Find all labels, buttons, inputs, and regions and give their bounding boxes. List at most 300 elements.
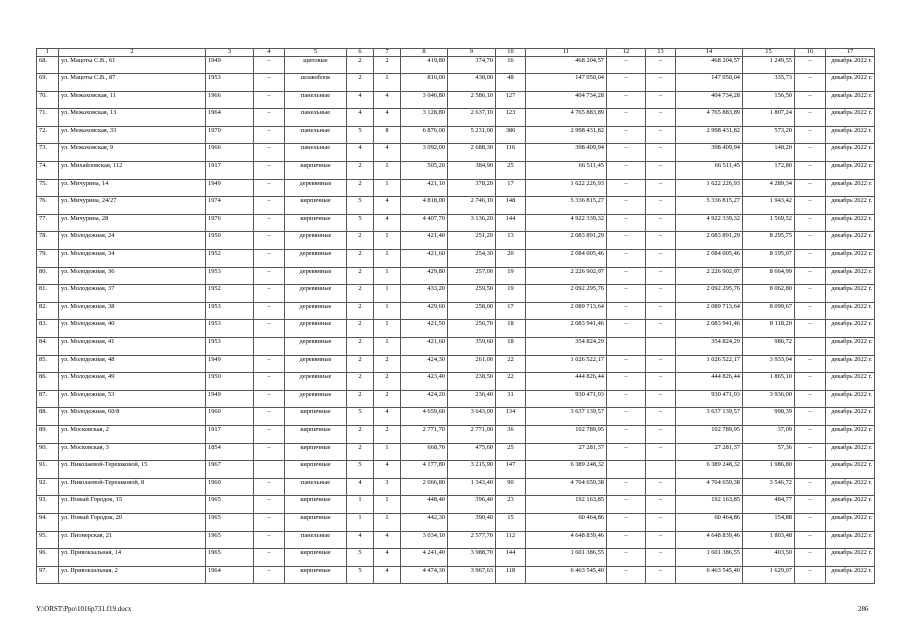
table-cell: 4 bbox=[374, 91, 401, 109]
table-cell: 1 569,52 bbox=[743, 214, 795, 232]
table-cell: 438,00 bbox=[448, 74, 496, 92]
table-cell: деревянные bbox=[285, 267, 347, 285]
table-cell: 6 463 545,40 bbox=[676, 566, 743, 584]
table-cell: – bbox=[607, 74, 646, 92]
table-cell: панельные bbox=[285, 531, 347, 549]
table-cell: – bbox=[254, 126, 285, 144]
header-cell: 4 bbox=[254, 49, 285, 57]
table-cell: 1966 bbox=[206, 144, 254, 162]
table-cell: 2 bbox=[347, 56, 374, 74]
table-cell: – bbox=[607, 302, 646, 320]
table-cell: 1960 bbox=[206, 408, 254, 426]
table-cell: – bbox=[254, 179, 285, 197]
table-cell: декабрь 2022 г. bbox=[826, 179, 875, 197]
table-cell: 2 bbox=[374, 390, 401, 408]
table-row bbox=[37, 443, 875, 461]
table-cell: – bbox=[607, 267, 646, 285]
table-cell bbox=[646, 338, 676, 356]
table-cell: – bbox=[254, 320, 285, 338]
table-cell: 1 343,40 bbox=[448, 478, 496, 496]
table-cell: – bbox=[795, 109, 826, 127]
table-cell: декабрь 2022 г. bbox=[826, 250, 875, 268]
table-cell: 154,88 bbox=[743, 513, 795, 531]
header-cell: 5 bbox=[285, 49, 347, 57]
table-cell: – bbox=[607, 478, 646, 496]
table-cell: 147 bbox=[496, 461, 526, 479]
table-cell: 4 bbox=[347, 478, 374, 496]
table-cell: – bbox=[607, 425, 646, 443]
table-cell: декабрь 2022 г. bbox=[826, 74, 875, 92]
table-cell: 2 688,30 bbox=[448, 144, 496, 162]
table-cell: декабрь 2022 г. bbox=[826, 214, 875, 232]
table-cell: 8 bbox=[374, 126, 401, 144]
table-cell bbox=[646, 461, 676, 479]
table-cell: 66 511,45 bbox=[676, 162, 743, 180]
table-cell: 16 bbox=[496, 56, 526, 74]
table-cell: 1949 bbox=[206, 390, 254, 408]
table-cell: панельные bbox=[285, 126, 347, 144]
table-cell: 3 933,04 bbox=[743, 355, 795, 373]
table-cell: 22 bbox=[496, 373, 526, 391]
table-cell: 70. bbox=[37, 91, 59, 109]
table-cell: 2 084 005,46 bbox=[676, 250, 743, 268]
table-cell: – bbox=[254, 408, 285, 426]
table-row bbox=[37, 91, 875, 109]
table-cell: 1953 bbox=[206, 338, 254, 356]
table-cell: 27 281,37 bbox=[676, 443, 743, 461]
table-cell: – bbox=[795, 232, 826, 250]
table-cell: ул. Молодежная, 60/8 bbox=[59, 408, 206, 426]
table-cell: 1854 bbox=[206, 443, 254, 461]
table-cell: – bbox=[646, 531, 676, 549]
table-row bbox=[37, 144, 875, 162]
table-cell: – bbox=[254, 425, 285, 443]
table-cell: 73. bbox=[37, 144, 59, 162]
table-row bbox=[37, 496, 875, 514]
table-cell: 1 943,42 bbox=[743, 197, 795, 215]
table-cell: – bbox=[646, 74, 676, 92]
table-cell: 6 389 248,32 bbox=[676, 461, 743, 479]
table-cell: 60 464,86 bbox=[676, 513, 743, 531]
table-cell: 2 083 941,46 bbox=[526, 320, 607, 338]
table-cell: 1965 bbox=[206, 549, 254, 567]
table-cell: 1952 bbox=[206, 250, 254, 268]
table-cell: кирпичные bbox=[285, 496, 347, 514]
table-row bbox=[37, 390, 875, 408]
table-cell: 2 bbox=[347, 250, 374, 268]
table-cell: – bbox=[607, 566, 646, 584]
table-cell: 4 bbox=[374, 461, 401, 479]
table-cell: декабрь 2022 г. bbox=[826, 531, 875, 549]
table-cell bbox=[795, 461, 826, 479]
table-cell: 6 463 545,40 bbox=[526, 566, 607, 584]
table-cell: 1917 bbox=[206, 425, 254, 443]
header-cell: 15 bbox=[743, 49, 795, 57]
table-cell: декабрь 2022 г. bbox=[826, 126, 875, 144]
table-cell: 2 bbox=[347, 74, 374, 92]
table-cell: 386 bbox=[496, 126, 526, 144]
table-cell: 3 034,10 bbox=[401, 531, 448, 549]
table-cell: 13 bbox=[496, 232, 526, 250]
table-cell: 258,00 bbox=[448, 302, 496, 320]
table-cell: 374,70 bbox=[448, 56, 496, 74]
table-cell: 1 bbox=[374, 250, 401, 268]
table-cell: декабрь 2022 г. bbox=[826, 267, 875, 285]
table-cell: – bbox=[254, 549, 285, 567]
table-cell: 1 bbox=[374, 443, 401, 461]
table-cell: 82. bbox=[37, 302, 59, 320]
table-cell: 986,72 bbox=[743, 338, 795, 356]
table-cell: 468 204,57 bbox=[526, 56, 607, 74]
table-cell: 251,20 bbox=[448, 232, 496, 250]
table-cell: – bbox=[795, 320, 826, 338]
table-cell: 1 bbox=[374, 162, 401, 180]
table-cell: 68. bbox=[37, 56, 59, 74]
table-cell: 2 bbox=[347, 179, 374, 197]
table-cell: – bbox=[795, 144, 826, 162]
table-cell: декабрь 2022 г. bbox=[826, 390, 875, 408]
table-cell: – bbox=[646, 320, 676, 338]
table-cell: ул. Молодежная, 34 bbox=[59, 250, 206, 268]
table-cell: 2 bbox=[347, 355, 374, 373]
table-cell: 144 bbox=[496, 549, 526, 567]
table-cell: 1976 bbox=[206, 214, 254, 232]
table-cell: деревянные bbox=[285, 232, 347, 250]
table-cell: 8 664,99 bbox=[743, 267, 795, 285]
table-cell: 396,40 bbox=[448, 496, 496, 514]
table-row bbox=[37, 478, 875, 496]
table-cell: – bbox=[646, 109, 676, 127]
table-cell: 1 803,48 bbox=[743, 531, 795, 549]
table-cell: 4 bbox=[374, 408, 401, 426]
table-cell: 1953 bbox=[206, 74, 254, 92]
table-row bbox=[37, 162, 875, 180]
table-cell: 25 bbox=[496, 162, 526, 180]
table-row bbox=[37, 197, 875, 215]
table-cell: – bbox=[646, 126, 676, 144]
table-cell: – bbox=[795, 390, 826, 408]
table-cell: 8 295,75 bbox=[743, 232, 795, 250]
table-cell: 1966 bbox=[206, 91, 254, 109]
table-cell: – bbox=[795, 91, 826, 109]
table-cell: 2 637,10 bbox=[448, 109, 496, 127]
table-cell: 2 bbox=[347, 320, 374, 338]
table-cell: – bbox=[254, 373, 285, 391]
table-cell: – bbox=[646, 285, 676, 303]
table-cell: – bbox=[646, 408, 676, 426]
table-cell: 5 bbox=[347, 126, 374, 144]
table-cell: 4 bbox=[374, 214, 401, 232]
table-cell: 403,50 bbox=[743, 549, 795, 567]
table-cell: ул. Мацоты С.В., 61 bbox=[59, 56, 206, 74]
table-cell: 429,80 bbox=[401, 267, 448, 285]
table-cell: ул. Межаховская, 33 bbox=[59, 126, 206, 144]
table-cell: 3 967,63 bbox=[448, 566, 496, 584]
table-cell: щитовые bbox=[285, 56, 347, 74]
table-cell: 257,00 bbox=[448, 267, 496, 285]
table-cell: – bbox=[607, 162, 646, 180]
table-cell: кирпичные bbox=[285, 443, 347, 461]
footer-file-path: Y:\ORST\Ppo\1016p731.f19.docx bbox=[36, 605, 132, 613]
table-cell: 475,60 bbox=[448, 443, 496, 461]
table-cell: 4 922 339,32 bbox=[526, 214, 607, 232]
table-cell: 23 bbox=[496, 496, 526, 514]
table-cell: 1960 bbox=[206, 478, 254, 496]
table-cell: 359,60 bbox=[448, 338, 496, 356]
table-cell: 2 bbox=[374, 425, 401, 443]
table-cell: 4 764 659,38 bbox=[526, 478, 607, 496]
table-cell: 1 bbox=[374, 232, 401, 250]
table-row bbox=[37, 531, 875, 549]
table-cell: 404 734,28 bbox=[526, 91, 607, 109]
table-cell: 1 601 386,55 bbox=[526, 549, 607, 567]
table-cell: 1953 bbox=[206, 302, 254, 320]
table-cell: ул. Московская, 2 bbox=[59, 425, 206, 443]
table-cell: декабрь 2022 г. bbox=[826, 549, 875, 567]
table-cell: 20 bbox=[496, 250, 526, 268]
table-cell: 930 471,03 bbox=[676, 390, 743, 408]
table-cell: 1 bbox=[374, 338, 401, 356]
table-cell: 37,09 bbox=[743, 425, 795, 443]
table-cell: 238,50 bbox=[448, 373, 496, 391]
table-cell: 444 826,44 bbox=[526, 373, 607, 391]
table-cell: – bbox=[646, 250, 676, 268]
table-cell: 2 226 902,97 bbox=[526, 267, 607, 285]
table-cell: 18 bbox=[496, 320, 526, 338]
table-cell: – bbox=[607, 531, 646, 549]
table-cell: 3 bbox=[374, 478, 401, 496]
table-row bbox=[37, 338, 875, 356]
table-cell: декабрь 2022 г. bbox=[826, 197, 875, 215]
table-cell: 1 622 226,93 bbox=[676, 179, 743, 197]
table-cell: 48 bbox=[496, 74, 526, 92]
table-cell bbox=[607, 461, 646, 479]
table-cell: – bbox=[646, 214, 676, 232]
table-cell: – bbox=[254, 197, 285, 215]
table-cell: 96. bbox=[37, 549, 59, 567]
table-cell: – bbox=[646, 566, 676, 584]
table-cell: 4 765 883,89 bbox=[526, 109, 607, 127]
table-cell: 5 bbox=[347, 566, 374, 584]
table-cell: 3 643,00 bbox=[448, 408, 496, 426]
table-cell: – bbox=[646, 513, 676, 531]
table-cell: 1949 bbox=[206, 355, 254, 373]
table-cell: 1974 bbox=[206, 197, 254, 215]
table-cell: 4 474,30 bbox=[401, 566, 448, 584]
table-cell: 2 bbox=[347, 443, 374, 461]
table-cell: ул. Николаевой-Терешковой, 15 bbox=[59, 461, 206, 479]
table-cell: – bbox=[607, 320, 646, 338]
table-cell: 4 bbox=[347, 144, 374, 162]
table-cell: 86. bbox=[37, 373, 59, 391]
table-cell: – bbox=[607, 549, 646, 567]
table-cell: – bbox=[795, 197, 826, 215]
table-cell: шлакоблок bbox=[285, 74, 347, 92]
table-cell: 3 128,80 bbox=[401, 109, 448, 127]
table-cell: – bbox=[254, 513, 285, 531]
table-cell: 448,40 bbox=[401, 496, 448, 514]
table-cell: 3 546,72 bbox=[743, 478, 795, 496]
table-cell: панельные bbox=[285, 109, 347, 127]
table-cell: декабрь 2022 г. bbox=[826, 232, 875, 250]
table-cell: – bbox=[795, 373, 826, 391]
table-cell: 3 936,00 bbox=[743, 390, 795, 408]
page-number: 286 bbox=[858, 605, 869, 613]
table-cell: 5 bbox=[347, 408, 374, 426]
table-cell: 256,70 bbox=[448, 320, 496, 338]
table-cell: – bbox=[646, 355, 676, 373]
table-cell: декабрь 2022 г. bbox=[826, 566, 875, 584]
table-cell: – bbox=[795, 443, 826, 461]
table-cell: 419,80 bbox=[401, 56, 448, 74]
table-cell: 4 659,60 bbox=[401, 408, 448, 426]
table-cell: – bbox=[646, 162, 676, 180]
table-cell: 3 215,90 bbox=[448, 461, 496, 479]
table-cell: – bbox=[646, 390, 676, 408]
table-cell: 3 136,20 bbox=[448, 214, 496, 232]
table-cell: 421,60 bbox=[401, 250, 448, 268]
table-cell: 4 bbox=[374, 531, 401, 549]
table-cell: – bbox=[254, 566, 285, 584]
table-cell: – bbox=[646, 179, 676, 197]
table-cell: ул. Молодежная, 37 bbox=[59, 285, 206, 303]
table-cell: 4 765 883,89 bbox=[676, 109, 743, 127]
table-cell: – bbox=[646, 373, 676, 391]
table-cell: 144 bbox=[496, 214, 526, 232]
table-cell: – bbox=[795, 250, 826, 268]
table-cell: 2 bbox=[374, 355, 401, 373]
table-cell: 1 865,10 bbox=[743, 373, 795, 391]
table-cell: – bbox=[607, 197, 646, 215]
table-cell: – bbox=[795, 566, 826, 584]
table-cell: 2 bbox=[347, 302, 374, 320]
table-cell: 2 771,70 bbox=[401, 425, 448, 443]
table-cell: 112 bbox=[496, 531, 526, 549]
table-cell: деревянные bbox=[285, 338, 347, 356]
header-cell: 11 bbox=[526, 49, 607, 57]
table-cell: 2 577,70 bbox=[448, 531, 496, 549]
table-cell: декабрь 2022 г. bbox=[826, 144, 875, 162]
table-cell: 4 bbox=[374, 109, 401, 127]
table-cell: – bbox=[646, 425, 676, 443]
header-cell: 2 bbox=[59, 49, 206, 57]
table-cell: – bbox=[646, 56, 676, 74]
table-cell: – bbox=[254, 109, 285, 127]
header-cell: 10 bbox=[496, 49, 526, 57]
table-cell: 259,50 bbox=[448, 285, 496, 303]
table-cell: 156,50 bbox=[743, 91, 795, 109]
table-cell: 5 bbox=[347, 461, 374, 479]
header-cell: 14 bbox=[676, 49, 743, 57]
table-cell: – bbox=[795, 56, 826, 74]
table-cell: ул. Михайловская, 112 bbox=[59, 162, 206, 180]
table-cell: 1 249,55 bbox=[743, 56, 795, 74]
table-cell: 1917 bbox=[206, 162, 254, 180]
table-row bbox=[37, 179, 875, 197]
table-cell: 398 409,94 bbox=[526, 144, 607, 162]
table-row bbox=[37, 285, 875, 303]
table-cell: – bbox=[795, 513, 826, 531]
table-cell: 2 083 941,46 bbox=[676, 320, 743, 338]
table-cell: – bbox=[795, 285, 826, 303]
table-cell: 4 818,00 bbox=[401, 197, 448, 215]
table-cell: 505,20 bbox=[401, 162, 448, 180]
table-cell: 1970 bbox=[206, 126, 254, 144]
table-cell: 5 231,00 bbox=[448, 126, 496, 144]
table-cell: 77. bbox=[37, 214, 59, 232]
table-cell: деревянные bbox=[285, 302, 347, 320]
table-cell: ул. Мацоты С.В., 87 bbox=[59, 74, 206, 92]
table-cell: деревянные bbox=[285, 373, 347, 391]
table-cell: – bbox=[607, 126, 646, 144]
table-cell: 1965 bbox=[206, 496, 254, 514]
table-cell: 91. bbox=[37, 461, 59, 479]
table-row bbox=[37, 214, 875, 232]
table-cell: – bbox=[646, 478, 676, 496]
table-row bbox=[37, 320, 875, 338]
table-cell: – bbox=[254, 443, 285, 461]
table-cell: декабрь 2022 г. bbox=[826, 496, 875, 514]
table-cell: – bbox=[795, 74, 826, 92]
table-cell: – bbox=[646, 496, 676, 514]
table-cell: 192 163,85 bbox=[676, 496, 743, 514]
table-row bbox=[37, 302, 875, 320]
table-cell: – bbox=[254, 285, 285, 303]
table-cell: 2 226 902,97 bbox=[676, 267, 743, 285]
table-cell: ул. Новый Городок, 20 bbox=[59, 513, 206, 531]
table-cell: кирпичные bbox=[285, 513, 347, 531]
table-cell: – bbox=[254, 144, 285, 162]
table-cell: 2 bbox=[347, 162, 374, 180]
table-cell: деревянные bbox=[285, 250, 347, 268]
table-cell: кирпичные bbox=[285, 566, 347, 584]
table-cell: – bbox=[254, 162, 285, 180]
table-cell: 1965 bbox=[206, 531, 254, 549]
table-cell: 92. bbox=[37, 478, 59, 496]
table-cell: – bbox=[607, 496, 646, 514]
table-cell: 88. bbox=[37, 408, 59, 426]
table-cell: 4 764 659,38 bbox=[676, 478, 743, 496]
table-cell: 102 789,95 bbox=[526, 425, 607, 443]
table-cell: – bbox=[795, 425, 826, 443]
table-cell: декабрь 2022 г. bbox=[826, 285, 875, 303]
table-cell: кирпичные bbox=[285, 162, 347, 180]
table-cell: 8 195,07 bbox=[743, 250, 795, 268]
table-cell: 421,60 bbox=[401, 338, 448, 356]
table-cell: 2 084 005,46 bbox=[526, 250, 607, 268]
table-cell: 71. bbox=[37, 109, 59, 127]
table-cell: 810,00 bbox=[401, 74, 448, 92]
table-cell: 2 998 431,82 bbox=[676, 126, 743, 144]
table-cell: 484,77 bbox=[743, 496, 795, 514]
table-cell: – bbox=[254, 478, 285, 496]
table-cell: ул. Молодежная, 41 bbox=[59, 338, 206, 356]
table-cell: 4 648 839,46 bbox=[676, 531, 743, 549]
table-cell: 4 bbox=[347, 109, 374, 127]
table-cell: 2 bbox=[347, 285, 374, 303]
table-cell: 2 092 295,76 bbox=[526, 285, 607, 303]
table-cell: 2 083 891,29 bbox=[526, 232, 607, 250]
table-cell: 423,40 bbox=[401, 373, 448, 391]
table-cell: декабрь 2022 г. bbox=[826, 373, 875, 391]
table-cell: 1 026 522,17 bbox=[676, 355, 743, 373]
table-cell: 2 092 295,76 bbox=[676, 285, 743, 303]
table-cell: деревянные bbox=[285, 285, 347, 303]
table-row bbox=[37, 461, 875, 479]
table-cell: 22 bbox=[496, 355, 526, 373]
table-cell: – bbox=[795, 531, 826, 549]
table-cell: деревянные bbox=[285, 320, 347, 338]
